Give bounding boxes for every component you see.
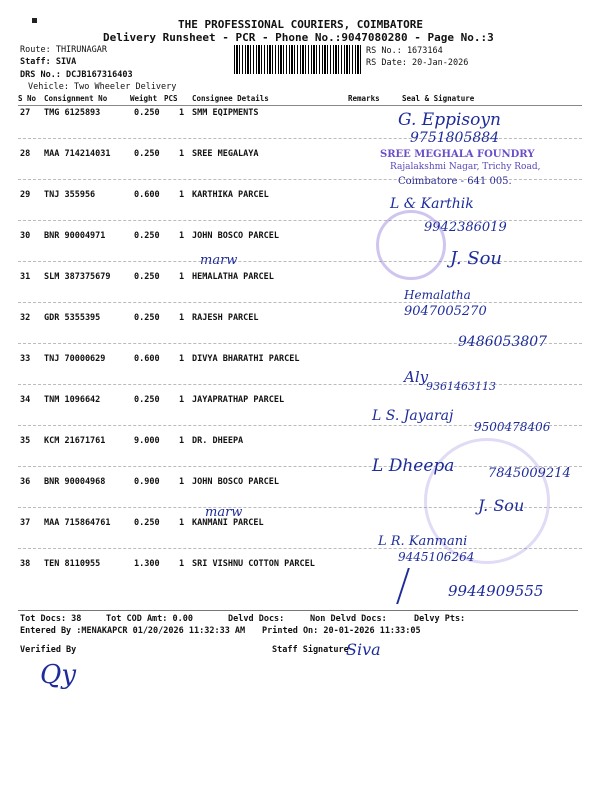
initials-30: marw — [200, 253, 238, 268]
row-consignee: SREE MEGALAYA — [192, 149, 259, 159]
row-weight: 0.250 — [134, 518, 160, 528]
stamp-line-2: Rajalakshmi Nagar, Trichy Road, — [390, 162, 541, 172]
row-weight: 0.250 — [134, 272, 160, 282]
vehicle: Vehicle: Two Wheeler Delivery — [28, 82, 177, 92]
row-divider — [18, 384, 582, 385]
row-consignee: JAYAPRATHAP PARCEL — [192, 395, 285, 405]
col-remarks: Remarks — [348, 94, 380, 103]
delivered-docs: Delvd Docs: — [228, 614, 285, 624]
row-consignment: SLM 387375679 — [44, 272, 111, 282]
signature-30: J. Sou — [450, 248, 503, 269]
header-divider — [18, 105, 582, 106]
col-consignment: Consignment No — [44, 94, 108, 103]
total-docs: Tot Docs: 38 — [20, 614, 82, 624]
row-pcs: 1 — [179, 477, 185, 487]
signature-34: L S. Jayaraj — [372, 408, 454, 424]
row-pcs: 1 — [179, 149, 185, 159]
non-delivered-docs: Non Delvd Docs: — [310, 614, 387, 624]
footer-divider — [18, 610, 578, 611]
col-sno: S No — [18, 94, 37, 103]
entered-by: Entered By :MENAKAPCR 01/20/2026 11:32:33 AM — [20, 626, 246, 636]
row-sno: 28 — [20, 149, 31, 159]
phone-27: 9751805884 — [410, 130, 500, 146]
row-pcs: 1 — [179, 518, 185, 528]
signature-38: 9944909555 — [448, 582, 544, 600]
row-consignee: JOHN BOSCO PARCEL — [192, 231, 279, 241]
row-weight: 0.250 — [134, 395, 160, 405]
row-sno: 34 — [20, 395, 31, 405]
stamp-line-1: SREE MEGHALA FOUNDRY — [380, 149, 535, 160]
phone-33: 9361463113 — [426, 380, 496, 393]
signature-38-stroke — [396, 568, 424, 604]
delivery-points: Delvy Pts: — [414, 614, 466, 624]
row-consignment: TEN 8110955 — [44, 559, 101, 569]
row-weight: 0.250 — [134, 108, 160, 118]
row-sno: 30 — [20, 231, 31, 241]
signature-27: G. Eppisoyn — [398, 110, 501, 130]
row-sno: 38 — [20, 559, 31, 569]
phone-34: 9500478406 — [474, 420, 551, 434]
row-consignee: SRI VISHNU COTTON PARCEL — [192, 559, 315, 569]
row-pcs: 1 — [179, 231, 185, 241]
staff: Staff: SIVA — [20, 57, 77, 67]
row-pcs: 1 — [179, 108, 185, 118]
phone-29: 9942386019 — [424, 220, 507, 235]
row-weight: 0.600 — [134, 190, 160, 200]
col-seal: Seal & Signature — [402, 94, 475, 103]
staff-signature: Siva — [346, 640, 381, 659]
row-consignment: GDR 5355395 — [44, 313, 101, 323]
corner-mark — [32, 18, 37, 23]
phone-32: 9486053807 — [458, 334, 548, 350]
row-sno: 29 — [20, 190, 31, 200]
row-consignment: TNJ 355956 — [44, 190, 96, 200]
signature-35: L Dheepa — [372, 456, 455, 476]
signature-37: L R. Kanmani — [378, 534, 468, 549]
row-pcs: 1 — [179, 559, 185, 569]
runsheet-subtitle: Delivery Runsheet - PCR - Phone No.:9047080280 - Page No.:3 — [103, 31, 494, 44]
staff-signature-label: Staff Signature — [272, 645, 349, 655]
phone-37: 9445106264 — [398, 550, 475, 564]
company-title: THE PROFESSIONAL COURIERS, COIMBATORE — [178, 18, 424, 31]
rs-date: RS Date: 20-Jan-2026 — [366, 58, 469, 68]
row-sno: 32 — [20, 313, 31, 323]
row-consignee: HEMALATHA PARCEL — [192, 272, 274, 282]
row-sno: 31 — [20, 272, 31, 282]
initials-36: marw — [205, 505, 243, 520]
row-weight: 9.000 — [134, 436, 160, 446]
row-consignee: SMM EQIPMENTS — [192, 108, 259, 118]
row-consignee: DIVYA BHARATHI PARCEL — [192, 354, 300, 364]
row-sno: 37 — [20, 518, 31, 528]
row-weight: 0.250 — [134, 231, 160, 241]
row-consignee: DR. DHEEPA — [192, 436, 244, 446]
signature-31: Hemalatha — [404, 288, 471, 302]
row-pcs: 1 — [179, 190, 185, 200]
row-consignee: JOHN BOSCO PARCEL — [192, 477, 279, 487]
row-weight: 0.900 — [134, 477, 160, 487]
row-consignment: BNR 90004968 — [44, 477, 106, 487]
printed-on: Printed On: 20-01-2026 11:33:05 — [262, 626, 421, 636]
row-pcs: 1 — [179, 436, 185, 446]
col-weight: Weight — [130, 94, 158, 103]
row-consignment: TMG 6125893 — [44, 108, 101, 118]
signature-36: J. Sou — [478, 496, 525, 515]
barcode — [234, 45, 362, 74]
row-consignment: MAA 714214031 — [44, 149, 111, 159]
col-consignee: Consignee Details — [192, 94, 269, 103]
row-sno: 35 — [20, 436, 31, 446]
drs-number: DRS No.: DCJB167316403 — [20, 70, 133, 80]
row-weight: 0.250 — [134, 313, 160, 323]
row-consignee: KANMANI PARCEL — [192, 518, 264, 528]
total-cod: Tot COD Amt: 0.00 — [106, 614, 193, 624]
row-weight: 0.600 — [134, 354, 160, 364]
route: Route: THIRUNAGAR — [20, 45, 107, 55]
phone-31: 9047005270 — [404, 304, 487, 319]
row-pcs: 1 — [179, 395, 185, 405]
col-pcs: PCS — [164, 94, 178, 103]
row-sno: 36 — [20, 477, 31, 487]
row-divider — [18, 302, 582, 303]
row-pcs: 1 — [179, 272, 185, 282]
signature-29: L & Karthik — [390, 196, 474, 212]
row-weight: 0.250 — [134, 149, 160, 159]
verified-signature: Qy — [40, 660, 77, 690]
stamp-line-3: Coimbatore - 641 005. — [398, 176, 512, 187]
signature-33: Aly — [404, 368, 429, 386]
row-sno: 33 — [20, 354, 31, 364]
row-consignment: MAA 715864761 — [44, 518, 111, 528]
row-pcs: 1 — [179, 313, 185, 323]
verified-by-label: Verified By — [20, 645, 77, 655]
phone-35: 7845009214 — [488, 466, 571, 481]
row-sno: 27 — [20, 108, 31, 118]
rs-number: RS No.: 1673164 — [366, 46, 443, 56]
row-consignment: TNJ 70000629 — [44, 354, 106, 364]
row-consignment: KCM 21671761 — [44, 436, 106, 446]
row-consignment: BNR 90004971 — [44, 231, 106, 241]
row-weight: 1.300 — [134, 559, 160, 569]
row-consignee: KARTHIKA PARCEL — [192, 190, 269, 200]
row-pcs: 1 — [179, 354, 185, 364]
row-consignment: TNM 1096642 — [44, 395, 101, 405]
row-consignee: RAJESH PARCEL — [192, 313, 259, 323]
